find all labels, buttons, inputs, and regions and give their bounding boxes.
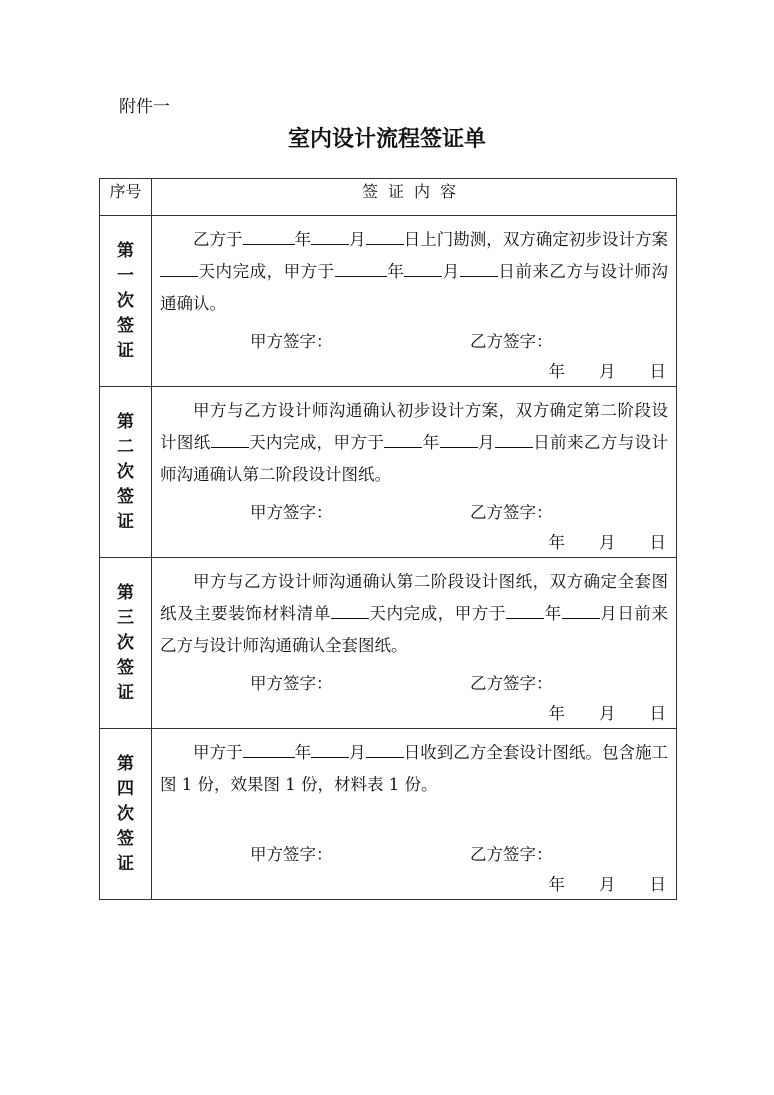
stage-char: 次 bbox=[117, 290, 134, 311]
fill-blank[interactable] bbox=[506, 602, 544, 620]
fill-blank[interactable] bbox=[562, 602, 600, 620]
header-seq: 序号 bbox=[100, 179, 152, 216]
stage-char: 证 bbox=[117, 340, 134, 361]
table-row bbox=[100, 729, 677, 900]
text-segment: 日前来乙方与设计师沟通确认第二阶段设计图纸。 bbox=[160, 433, 669, 484]
stage-char: 次 bbox=[117, 632, 134, 653]
date-month: 月 bbox=[599, 875, 616, 894]
text-segment: 年 bbox=[422, 433, 440, 452]
stage-char: 三 bbox=[117, 607, 134, 628]
date-year: 年 bbox=[548, 533, 565, 552]
fill-blank[interactable] bbox=[460, 260, 498, 278]
stage-char: 第 bbox=[117, 753, 134, 774]
stage-char: 证 bbox=[117, 511, 134, 532]
stage-label-4 bbox=[100, 729, 152, 900]
signature-date bbox=[549, 529, 667, 553]
date-day: 日 bbox=[649, 875, 666, 894]
fill-blank[interactable] bbox=[243, 228, 295, 246]
table-row bbox=[100, 387, 677, 558]
stage-char: 四 bbox=[117, 778, 134, 799]
fill-blank[interactable] bbox=[404, 260, 442, 278]
fill-blank[interactable] bbox=[211, 431, 249, 449]
party-b-signature[interactable]: 乙方签字： bbox=[470, 332, 553, 351]
date-day: 日 bbox=[649, 362, 666, 381]
attachment-label: 附件一 bbox=[119, 97, 170, 117]
text-segment: 月 bbox=[477, 433, 495, 452]
text-segment: 年 bbox=[544, 604, 562, 623]
visa-text-4 bbox=[160, 737, 668, 801]
fill-blank[interactable] bbox=[311, 741, 349, 759]
fill-blank[interactable] bbox=[160, 260, 198, 278]
text-segment: 月 bbox=[442, 262, 460, 281]
fill-blank[interactable] bbox=[331, 602, 369, 620]
text-segment: 天内完成，甲方于 bbox=[198, 262, 335, 281]
text-segment: 乙方于 bbox=[193, 230, 243, 249]
date-year: 年 bbox=[548, 704, 565, 723]
text-segment: 甲方于 bbox=[193, 743, 243, 762]
visa-text-1 bbox=[160, 224, 668, 320]
stage-char: 第 bbox=[117, 582, 134, 603]
stage-label-2 bbox=[100, 387, 152, 558]
table-row bbox=[100, 558, 677, 729]
date-month: 月 bbox=[599, 362, 616, 381]
signature-date bbox=[549, 871, 667, 895]
text-segment: 月 bbox=[349, 743, 366, 762]
text-segment: 年 bbox=[294, 743, 312, 762]
date-year: 年 bbox=[548, 875, 565, 894]
stage-char: 证 bbox=[117, 853, 134, 874]
fill-blank[interactable] bbox=[366, 228, 404, 246]
party-a-signature[interactable]: 甲方签字： bbox=[250, 674, 333, 693]
stage-char: 次 bbox=[117, 803, 134, 824]
visa-content-2 bbox=[152, 387, 677, 558]
text-segment: 日收到乙方全套设计图纸。包含施工图 1 份，效果图 1 份，材料表 1 份。 bbox=[160, 743, 669, 794]
stage-char: 第 bbox=[117, 411, 134, 432]
stage-label-3 bbox=[100, 558, 152, 729]
stage-char: 二 bbox=[117, 436, 134, 457]
date-day: 日 bbox=[649, 704, 666, 723]
text-segment: 日上门勘测，双方确定初步设计方案 bbox=[403, 230, 669, 249]
text-segment: 日前来乙方与设计师沟通确认全套图纸。 bbox=[160, 604, 669, 655]
party-a-signature[interactable]: 甲方签字： bbox=[250, 503, 333, 522]
date-day: 日 bbox=[649, 533, 666, 552]
fill-blank[interactable] bbox=[335, 260, 387, 278]
fill-blank[interactable] bbox=[495, 431, 533, 449]
text-segment: 月 bbox=[349, 230, 366, 249]
stage-char: 签 bbox=[117, 657, 134, 678]
date-month: 月 bbox=[599, 533, 616, 552]
text-segment: 年 bbox=[294, 230, 312, 249]
stage-char: 签 bbox=[117, 315, 134, 336]
text-segment: 甲方与乙方设计师沟通确认初步设计方案，双方确定第二阶段设计图纸 bbox=[160, 401, 668, 452]
table-header-row bbox=[100, 179, 677, 216]
table-row bbox=[100, 216, 677, 387]
party-b-signature[interactable]: 乙方签字： bbox=[470, 674, 553, 693]
visa-text-3 bbox=[160, 566, 668, 662]
party-b-signature[interactable]: 乙方签字： bbox=[470, 503, 553, 522]
fill-blank[interactable] bbox=[384, 431, 422, 449]
document-title: 室内设计流程签证单 bbox=[287, 127, 486, 152]
signature-date bbox=[549, 700, 667, 724]
stage-char: 签 bbox=[117, 828, 134, 849]
fill-blank[interactable] bbox=[366, 741, 404, 759]
stage-label-1 bbox=[100, 216, 152, 387]
text-segment: 月 bbox=[599, 604, 618, 623]
visa-content-4 bbox=[152, 729, 677, 900]
text-segment: 天内完成，甲方于 bbox=[248, 433, 385, 452]
stage-char: 次 bbox=[117, 461, 134, 482]
stage-char: 证 bbox=[117, 682, 134, 703]
date-year: 年 bbox=[548, 362, 565, 381]
signature-date bbox=[549, 358, 667, 382]
fill-blank[interactable] bbox=[311, 228, 349, 246]
visa-content-1 bbox=[152, 216, 677, 387]
text-segment: 天内完成，甲方于 bbox=[368, 604, 507, 623]
stage-char: 签 bbox=[117, 486, 134, 507]
stage-char: 一 bbox=[117, 265, 134, 286]
date-month: 月 bbox=[599, 704, 616, 723]
visa-text-2 bbox=[160, 395, 668, 491]
party-a-signature[interactable]: 甲方签字： bbox=[250, 845, 333, 864]
header-content: 签证内容 bbox=[152, 179, 677, 216]
stage-char: 第 bbox=[117, 240, 134, 261]
fill-blank[interactable] bbox=[440, 431, 478, 449]
fill-blank[interactable] bbox=[243, 741, 295, 759]
text-segment: 年 bbox=[386, 262, 405, 281]
text-segment: 甲方与乙方设计师沟通确认第二阶段设计图纸，双方确定全套图纸及主要装饰材料清单 bbox=[160, 572, 668, 623]
visa-form-table bbox=[99, 178, 677, 900]
text-segment: 日前来乙方与设计师沟通确认。 bbox=[160, 262, 669, 313]
visa-content-3 bbox=[152, 558, 677, 729]
party-a-signature[interactable]: 甲方签字： bbox=[250, 332, 333, 351]
party-b-signature[interactable]: 乙方签字： bbox=[470, 845, 553, 864]
